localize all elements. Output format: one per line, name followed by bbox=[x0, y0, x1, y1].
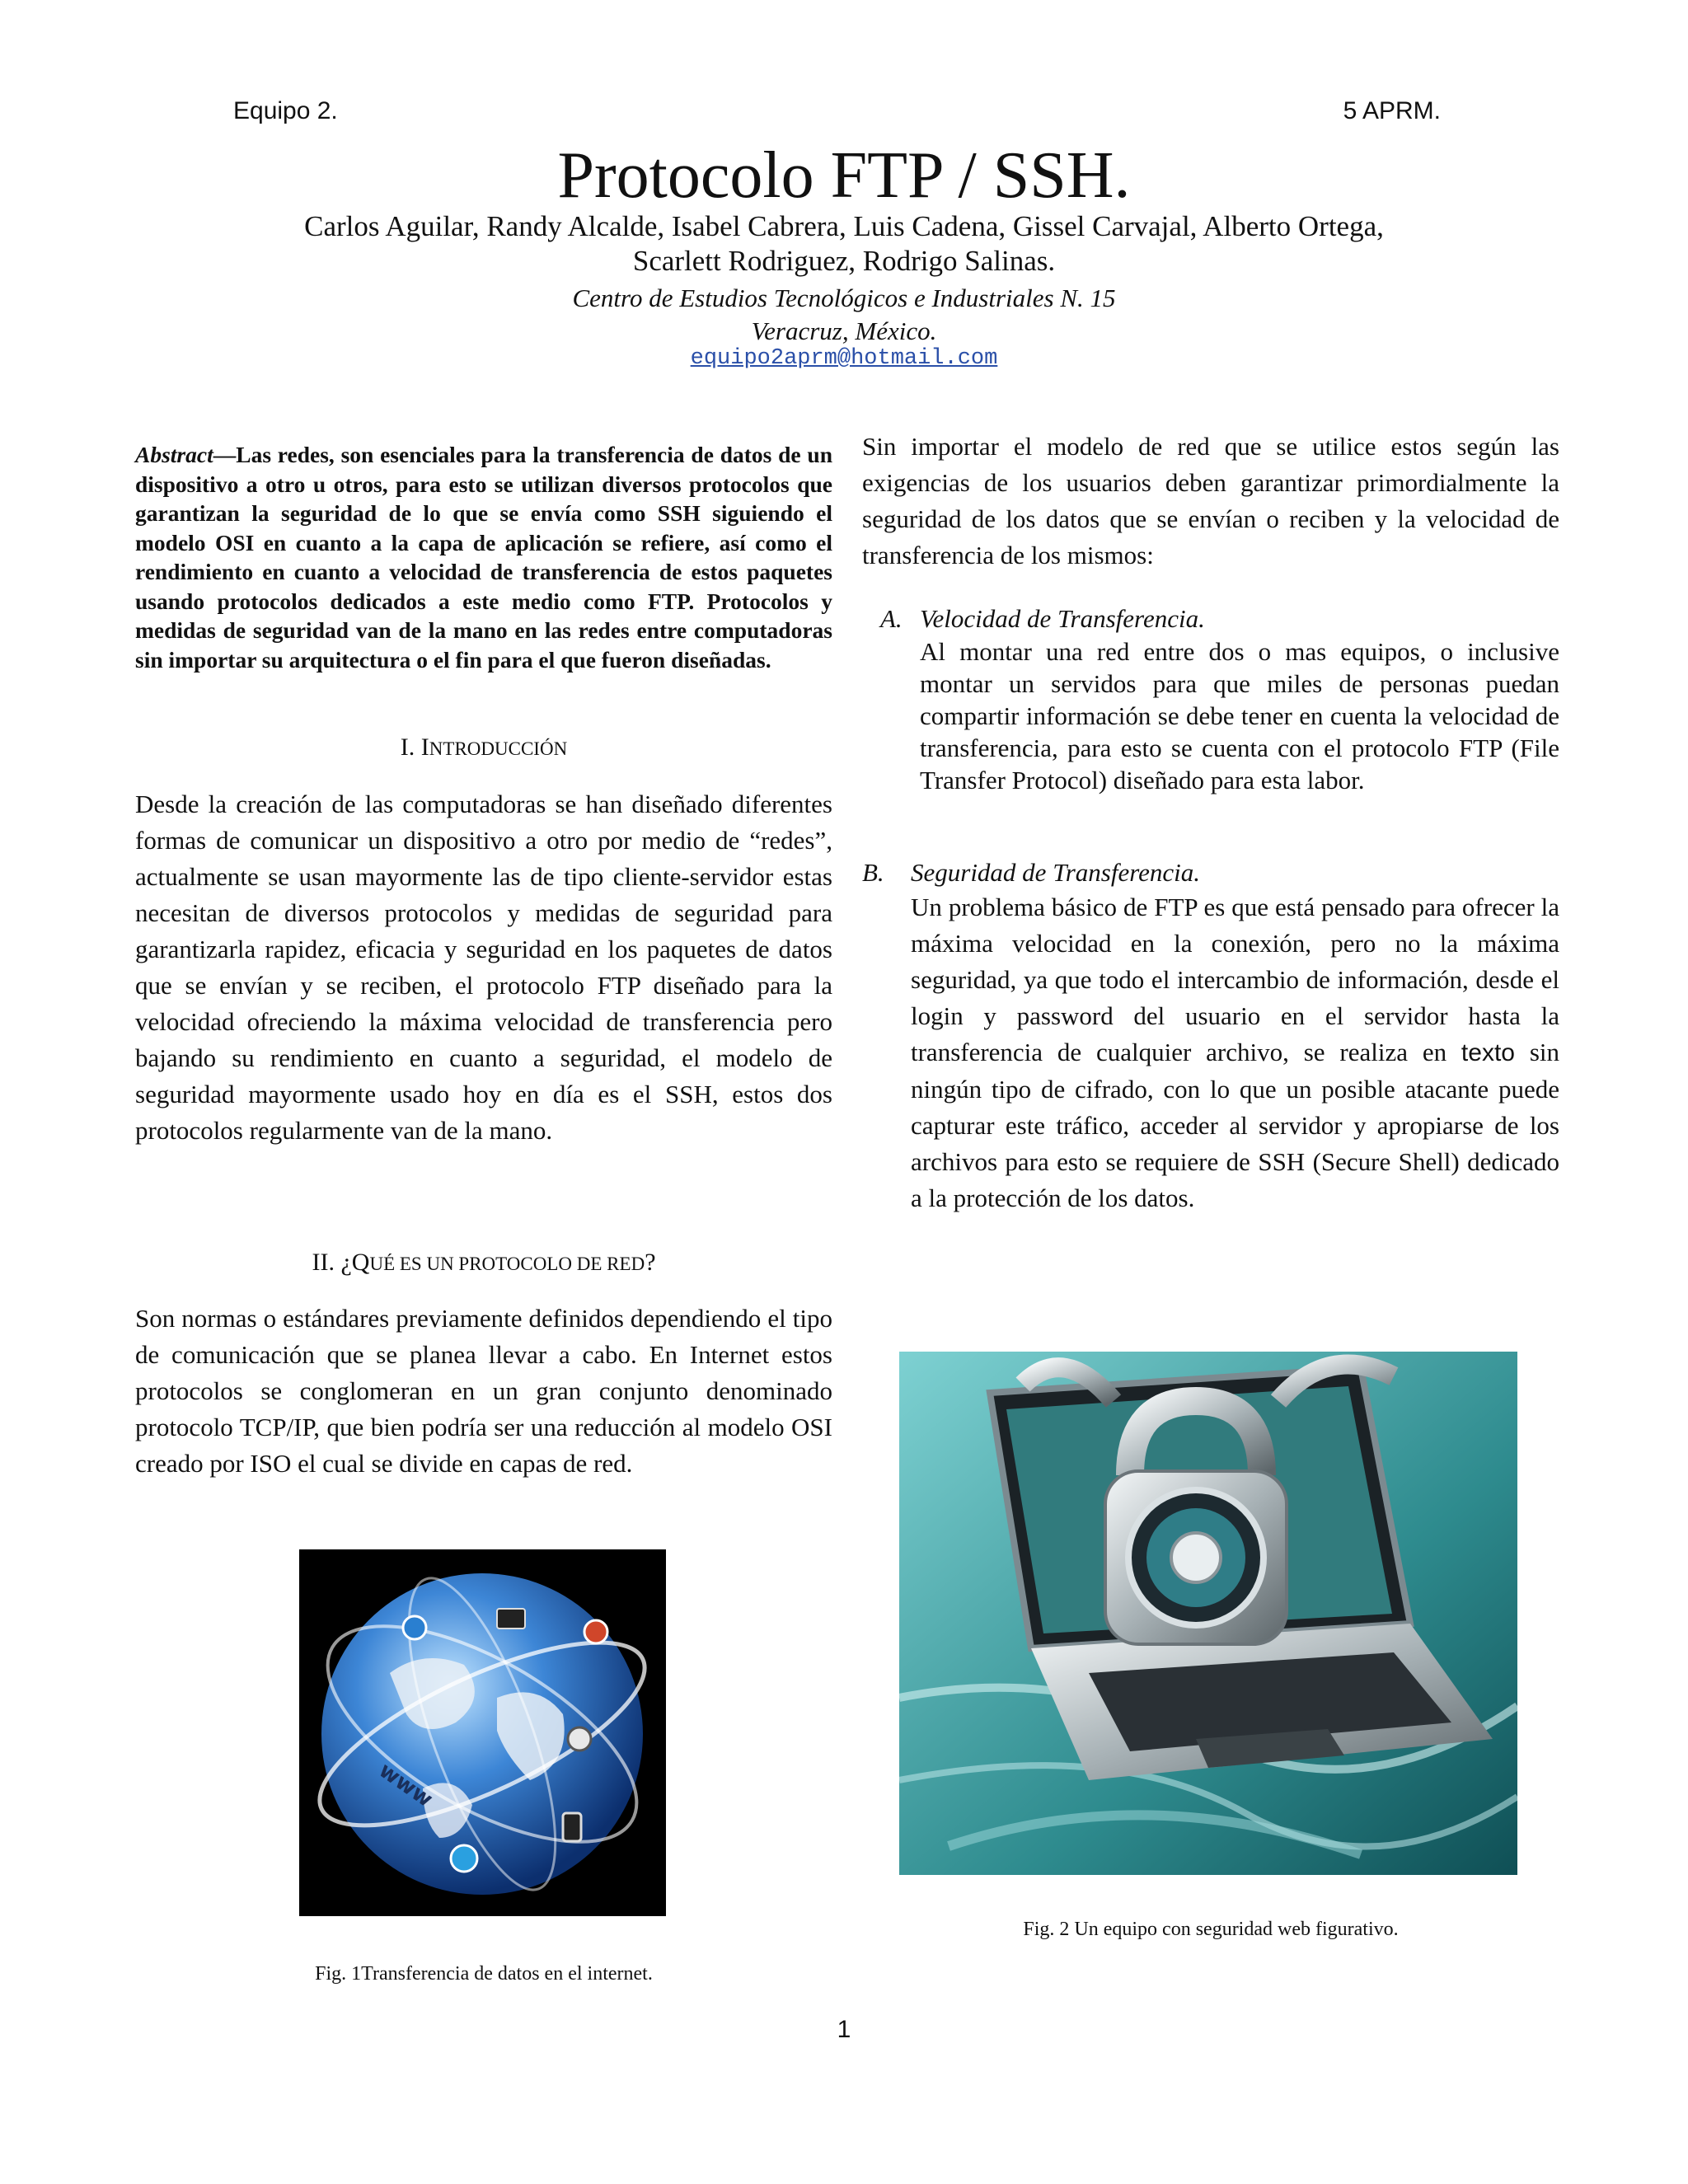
figure-1-caption: Fig. 1Transferencia de datos en el internet. bbox=[315, 1963, 653, 1985]
protocol-body: Son normas o estándares previamente definidos dependiendo el tipo de comunicación que se planea llevar a cabo. En Internet estos protocolos se conglomeran en un gran conjunto denominado protocolo TCP/IP, que bien podría ser una reducción al modelo OSI creado por ISO el cual se divide en capas de red. bbox=[135, 1304, 832, 1478]
abstract-label: Abstract bbox=[135, 442, 213, 467]
figure-2-caption: Fig. 2 Un equipo con seguridad web figurativo. bbox=[1023, 1919, 1399, 1940]
section-initial: I bbox=[420, 733, 429, 761]
authors-line-1: Carlos Aguilar, Randy Alcalde, Isabel Cabrera, Luis Cadena, Gissel Carvajal, Alberto Ortega, bbox=[304, 210, 1384, 242]
abstract-dash: — bbox=[213, 442, 237, 467]
subsection-b-body-word: texto bbox=[1461, 1039, 1515, 1066]
subsection-a-letter: A. bbox=[880, 604, 903, 633]
authors bbox=[0, 209, 1688, 279]
section-number: II. bbox=[312, 1249, 335, 1276]
subsection-b-body-part-1: Un problema básico de FTP es que está pensado para ofrecer la máxima velocidad en la conexión, pero no la máxima seguridad, ya que todo el intercambio de información, desde el login y password del usuario en el servidor hasta la transferencia de cualquier archivo, se realiza en bbox=[911, 893, 1559, 1066]
section-title-rest: UÉ ES UN PROTOCOLO DE RED bbox=[369, 1254, 645, 1274]
globe-illustration bbox=[299, 1549, 666, 1916]
authors-line-2: Scarlett Rodriguez, Rodrigo Salinas. bbox=[632, 245, 1056, 277]
subsection-a-body: Al montar una red entre dos o mas equipos, o inclusive montar un servidos para que miles de personas puedan compartir información se debe tener en cuenta la velocidad de transferencia, para esto se cuenta con el protocolo FTP (File Transfer Protocol) diseñado para esta labor. bbox=[920, 637, 1559, 794]
section-open-mark: ¿ bbox=[340, 1249, 352, 1276]
subsection-b-body bbox=[911, 889, 1559, 1216]
header-right: 5 APRM. bbox=[1343, 97, 1441, 124]
laptop-lock-illustration bbox=[899, 1352, 1517, 1875]
section-close-mark: ? bbox=[645, 1249, 656, 1276]
subsection-b-body-part-2: sin ningún tipo de cifrado, con lo que un posible atacante puede capturar este tráfico, acceder al servidor y apropiarse de los archivos para esto se requiere de SSH (Secure Shell) dedicado a la protección de los datos. bbox=[911, 1038, 1559, 1212]
abstract-text: Las redes, son esenciales para la transferencia de datos de un dispositivo a otro u otros, para esto se utilizan diversos protocolos que garantizan la seguridad de lo que se envía como SSH siguiendo el modelo OSI en cuanto a la capa de aplicación se refiere, así como el rendimiento en cuanto a velocidad de transferencia de estos paquetes usando protocolos dedicados a este medio como FTP. Protocolos y medidas de seguridad van de la mano en las redes entre computadoras sin importar su arquitectura o el fin para el que fueron diseñadas. bbox=[135, 442, 832, 673]
paper-title: Protocolo FTP / SSH. bbox=[557, 139, 1131, 212]
section-heading-protocol bbox=[135, 1249, 832, 1277]
subsection-b-letter: B. bbox=[862, 858, 884, 887]
subsection-a-title: Velocidad de Transferencia. bbox=[920, 604, 1205, 633]
globe-label: www bbox=[373, 1758, 438, 1813]
institution-line-1: Centro de Estudios Tecnológicos e Industriales N. 15 bbox=[572, 284, 1116, 312]
institution bbox=[0, 282, 1688, 348]
subsection-b-title: Seguridad de Transferencia. bbox=[911, 858, 1201, 887]
intro-body: Desde la creación de las computadoras se han diseñado diferentes formas de comunicar un dispositivo a otro por medio de “redes”, actualmente se usan mayormente las de tipo cliente-servidor estas necesitan de diversos protocolos y medidas de seguridad para garantizarla rapidez, eficacia y seguridad en los paquetes de datos que se envían y se reciben, el protocolo FTP diseñado para la velocidad ofreciendo la máxima velocidad de transferencia pero bajando su rendimiento en cuanto a seguridad, el modelo de seguridad mayormente usado hoy en día es el SSH, estos dos protocolos regularmente van de la mano. bbox=[135, 790, 832, 1145]
section-title-rest: NTRODUCCIÓN bbox=[429, 738, 568, 759]
email-text[interactable]: equipo2aprm@hotmail.com bbox=[690, 346, 998, 371]
section-number: I. bbox=[400, 733, 415, 761]
section-heading-intro bbox=[135, 733, 832, 762]
section-initial: Q bbox=[351, 1249, 370, 1276]
figure-1-globe bbox=[299, 1549, 666, 1916]
institution-line-2: Veracruz, México. bbox=[751, 316, 937, 345]
email-link[interactable] bbox=[0, 346, 1688, 371]
right-intro: Sin importar el modelo de red que se utilice estos según las exigencias de los usuarios deben garantizar primordialmente la seguridad de los datos que se envían o reciben y la velocidad de transferencia de los mismos: bbox=[862, 432, 1559, 569]
page-number: 1 bbox=[837, 2016, 851, 2043]
figure-2-laptop bbox=[899, 1352, 1517, 1875]
abstract bbox=[135, 440, 832, 674]
header-left: Equipo 2. bbox=[233, 97, 338, 124]
